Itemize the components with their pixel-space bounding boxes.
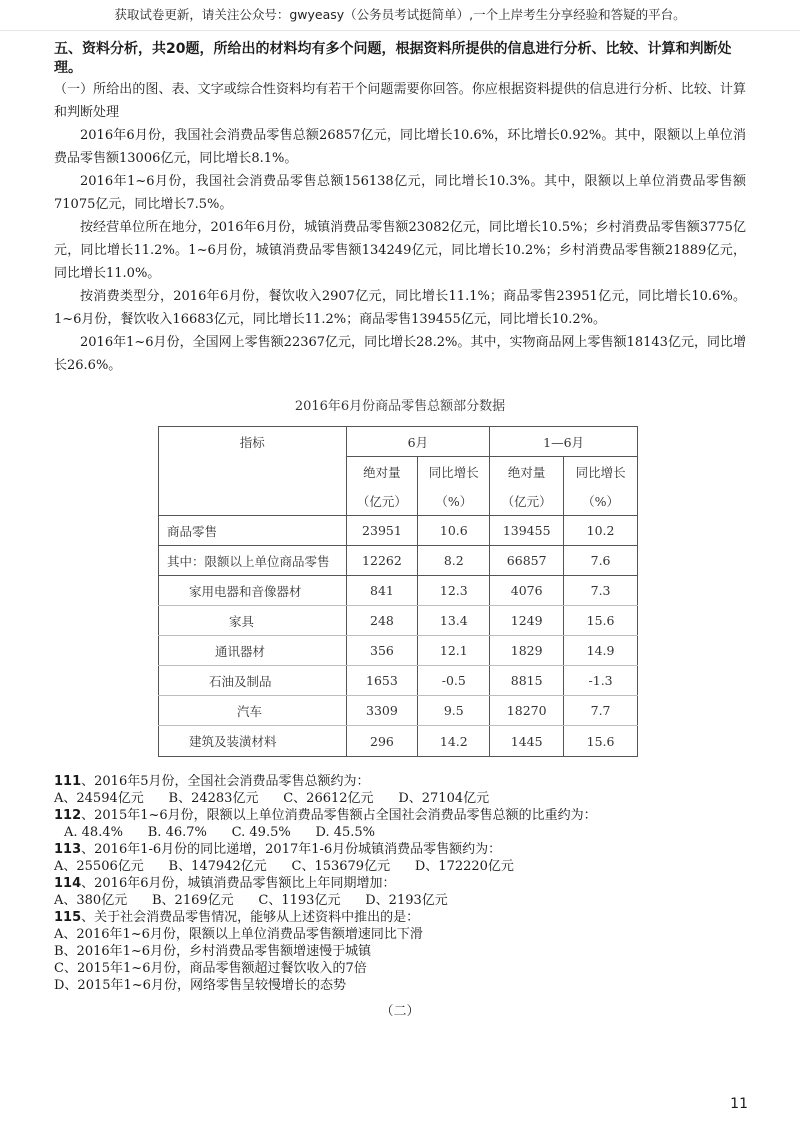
sub-pct-june: （%） [418,486,490,516]
table-row: 商品零售 23951 10.6 139455 10.2 [159,516,638,546]
paragraph-1: 2016年6月份，我国社会消费品零售总额26857亿元，同比增长10.6%，环比增长0.92%。其中，限额以上单位消费品零售额13006亿元，同比增长8.1%。 [54,128,746,166]
table-title: 2016年6月份商品零售总额部分数据 [294,399,506,414]
question-112: 112、2015年1~6月份，限额以上单位消费品零售额占全国社会消费品零售总额的比重约为： [54,808,597,823]
sub-unit-june: （亿元） [346,486,418,516]
question-114: 114、2016年6月份，城镇消费品零售额比上年同期增加： [54,876,396,891]
table-row: 石油及制品 1653 -0.5 8815 -1.3 [159,666,638,696]
paragraph-2: 2016年1~6月份，我国社会消费品零售总额156138亿元，同比增长10.3%。其中，限额以上单位消费品零售额71075亿元，同比增长7.5%。 [54,174,746,212]
next-section-label: （二） [380,1004,420,1019]
paragraph-5: 2016年1~6月份，全国网上零售额22367亿元，同比增长28.2%。其中，实物商品网上零售额18143亿元，同比增长26.6%。 [54,335,746,373]
option-115-a: A、2016年1~6月份，限额以上单位消费品零售额增速同比下滑 [54,927,423,942]
page-header: 获取试卷更新，请关注公众号：gwyeasy（公务员考试挺简单）,一个上岸考生分享经验和答疑的平台。 [0,0,800,31]
sub-abs-june: 绝对量 [346,457,418,487]
question-115: 115、关于社会消费品零售情况，能够从上述资料中推出的是： [54,910,420,925]
option-115-b: B、2016年1~6月份，乡村消费品零售额增速慢于城镇 [54,944,372,959]
question-111: 111、2016年5月份，全国社会消费品零售总额约为： [54,774,370,789]
table-row: 其中：限额以上单位商品零售 12262 8.2 66857 7.6 [159,546,638,576]
sub-growth-june: 同比增长 [418,457,490,487]
sub-unit-ytd: （亿元） [490,486,564,516]
options-111: A、24594亿元 B、24283亿元 C、26612亿元 D、27104亿元 [54,791,490,806]
table-row: 通讯器材 356 12.1 1829 14.9 [159,636,638,666]
option-115-d: D、2015年1~6月份，网络零售呈较慢增长的态势 [54,978,346,993]
table-row: 汽车 3309 9.5 18270 7.7 [159,696,638,726]
table-row: 家具 248 13.4 1249 15.6 [159,606,638,636]
sub-abs-ytd: 绝对量 [490,457,564,487]
retail-data-table [158,426,638,757]
document-body [54,40,746,1019]
paragraph-4: 按消费类型分，2016年6月份，餐饮收入2907亿元，同比增长11.1%；商品零售23951亿元，同比增长10.6%。1~6月份，餐饮收入16683亿元，同比增长11.2%；商品零售139455亿元，同比增长10.2%。 [54,289,746,327]
header-june: 6月 [346,427,490,457]
question-113: 113、2016年1-6月份的同比递增，2017年1-6月份城镇消费品零售额约为： [54,842,502,857]
intro-paragraph: （一）所给出的图、表、文字或综合性资料均有若干个问题需要你回答。你应根据资料提供的信息进行分析、比较、计算和判断处理 [54,82,746,120]
questions [54,773,746,994]
option-115-c: C、2015年1~6月份，商品零售额超过餐饮收入的7倍 [54,961,367,976]
sub-growth-ytd: 同比增长 [564,457,638,487]
sub-pct-ytd: （%） [564,486,638,516]
header-indicator: 指标 [159,427,347,516]
options-112: A. 48.4% B. 46.7% C. 49.5% D. 45.5% [64,825,376,840]
options-113: A、25506亿元 B、147942亿元 C、153679亿元 D、172220亿元 [54,859,514,874]
page-number: 11 [730,1096,748,1112]
paragraph-3: 按经营单位所在地分，2016年6月份，城镇消费品零售额23082亿元，同比增长10.5%；乡村消费品零售额3775亿元，同比增长11.2%。1~6月份，城镇消费品零售额134249亿元，同比增长10.2%；乡村消费品零售额21889亿元，同比增长11.0%。 [54,220,746,281]
table-row: 家用电器和音像器材 841 12.3 4076 7.3 [159,576,638,606]
section-title: 五、资料分析，共20题，所给出的材料均有多个问题，根据资料所提供的信息进行分析、比较、计算和判断处理。 [54,41,732,76]
table-row: 建筑及装潢材料 296 14.2 1445 15.6 [159,726,638,757]
options-114: A、380亿元 B、2169亿元 C、1193亿元 D、2193亿元 [54,893,448,908]
header-ytd: 1—6月 [490,427,638,457]
